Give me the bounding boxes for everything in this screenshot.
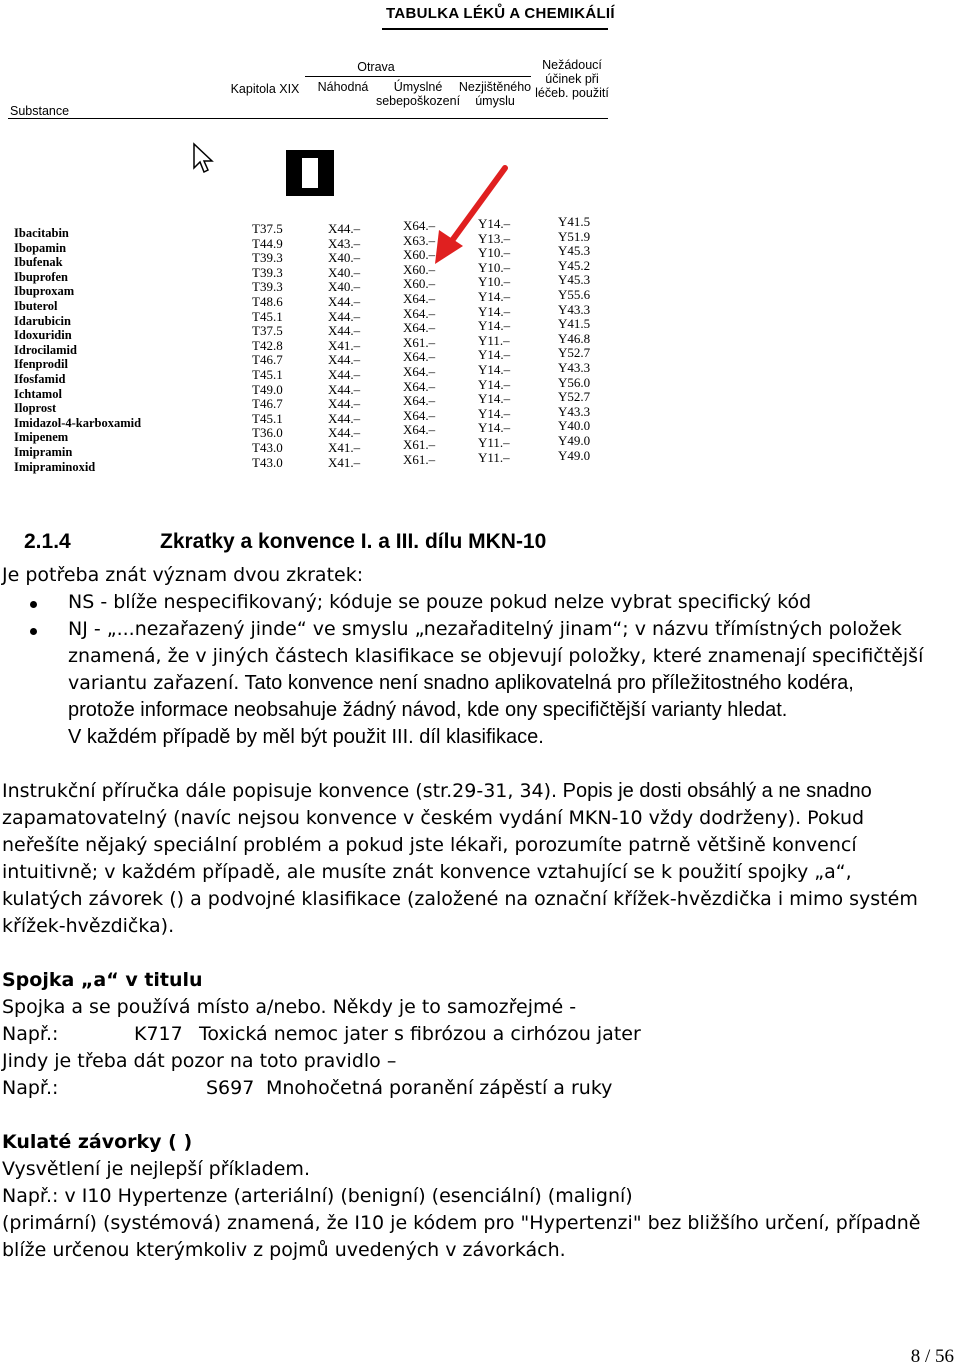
table-cell: X44.– [328, 396, 361, 412]
table-cell: X64.– [403, 290, 436, 306]
table-cell: Y43.3 [558, 301, 591, 317]
table-cell: X61.– [403, 451, 436, 467]
table-cell: Y45.3 [558, 243, 591, 259]
substance-name: Ibuterol [14, 298, 58, 313]
substance-name: Ibufenak [14, 255, 63, 270]
table-cell: X44.– [328, 221, 361, 236]
table-cell: T42.8 [252, 337, 283, 353]
example1-code: K717 [134, 1023, 183, 1045]
para-line6: křížek-hvězdička). [2, 915, 175, 937]
zavorky-line4: blíže určenou kterýmkoliv z pojmů uvedených v závorkách. [2, 1239, 566, 1261]
table-cell: Y11.– [478, 434, 510, 450]
table-cell: Y51.9 [558, 228, 591, 244]
table-cell: Y11.– [478, 332, 510, 348]
table-cell: Y14.– [478, 347, 511, 363]
table-cell: T43.0 [252, 439, 283, 455]
table-cell: X44.– [328, 308, 361, 324]
table-cell: X44.– [328, 410, 361, 426]
table-cell: T45.1 [252, 366, 283, 382]
substance-name: Ibuprofen [14, 269, 68, 284]
zavorky-line2: Např.: v I10 Hypertenze (arteriální) (benigní) (esenciální) (maligní) [2, 1185, 633, 1207]
table-cell: X61.– [403, 334, 436, 350]
table-cell: Y14.– [478, 376, 511, 392]
table-cell: Y14.– [478, 288, 511, 304]
bullet-nj-line4: protože informace neobsahuje žádný návod, kde ony specifičtější varianty hledat. [68, 699, 788, 721]
heading-spojka: Spojka „a“ v titulu [2, 969, 203, 991]
table-cell: Y14.– [478, 420, 511, 436]
substance-name: Ibuproxam [14, 284, 75, 299]
table-cell: X41.– [328, 454, 361, 470]
bullet-ns: NS - blíže nespecifikovaný; kóduje se pouze pokud nelze vybrat specifický kód [68, 591, 812, 613]
table-cell: X64.– [403, 393, 436, 409]
substance-name: Idrocilamid [14, 342, 77, 357]
table-cell: X44.– [328, 323, 361, 339]
table-cell: X64.– [403, 218, 436, 233]
table-cell: T45.1 [252, 410, 283, 426]
table-cell: X44.– [328, 425, 361, 441]
substance-column [14, 226, 141, 474]
substance-name: Imipramin [14, 444, 73, 459]
table-cell: T46.7 [252, 396, 283, 412]
section-title: Zkratky a konvence I. a III. dílu MKN-10 [160, 530, 547, 553]
para-line2: zapamatovatelný (navíc nejsou konvence v českém vydání MKN-10 vždy dodrženy). Pokud [2, 807, 865, 829]
table-cell: X44.– [328, 352, 361, 368]
example1-text: Toxická nemoc jater s fibrózou a cirhózou jater [199, 1023, 641, 1045]
table-cell: T37.5 [252, 323, 283, 339]
table-cell: X61.– [403, 436, 436, 452]
table-cell: X40.– [328, 279, 361, 295]
para-line3: neřešíte nějaký speciální problém a pokud jste lékaři, porozumíte patrně většině konvencí [2, 834, 857, 856]
table-cell: Y40.0 [558, 418, 591, 434]
table-cell: Y10.– [478, 259, 511, 275]
table-cell: T43.0 [252, 454, 283, 470]
table-cell: T46.7 [252, 352, 283, 368]
header-rule [8, 118, 608, 119]
example2-text: Mnohočetná poranění zápěstí a ruky [266, 1077, 613, 1099]
para-line5: kulatých závorek () a podvojné klasifikace (založené na označní křížek-hvězdička i mimo systém [2, 888, 918, 910]
table-cell: T39.3 [252, 264, 283, 280]
substance-name: Imipenem [14, 430, 69, 445]
substance-name: Ifenprodil [14, 357, 68, 372]
table-cell: X64.– [403, 305, 436, 321]
substance-name: Ibopamin [14, 240, 67, 255]
table-cell: Y49.0 [558, 432, 591, 448]
nezadouci-column [558, 215, 590, 463]
table-cell: X64.– [403, 407, 436, 423]
table-cell: Y49.0 [558, 447, 591, 463]
table-cell: Y14.– [478, 391, 511, 407]
bullet-nj-line2: znamená, že v jiných částech klasifikace se objevují položky, které znamenají specifičtější [68, 645, 924, 667]
red-arrow-icon [425, 160, 515, 270]
kapitola-column [252, 222, 283, 470]
table-cell: X40.– [328, 250, 361, 266]
table-cell: T49.0 [252, 381, 283, 397]
scanned-drug-table [0, 0, 960, 485]
zavorky-line3: (primární) (systémová) znamená, že I10 je kódem pro "Hypertenzi" bez bližšího určení, případně [2, 1212, 921, 1234]
table-cell: Y14.– [478, 318, 511, 334]
table-cell: X64.– [403, 422, 436, 438]
table-cell: T36.0 [252, 425, 283, 441]
table-cell: T37.5 [252, 221, 283, 236]
header-rule-otrava [305, 76, 531, 77]
header-nezjisteneho: Nezjištěného úmyslu [458, 80, 532, 108]
table-cell: Y14.– [478, 361, 511, 377]
table-cell: T39.3 [252, 250, 283, 266]
bullet-dot [30, 628, 37, 635]
mouse-cursor-icon [192, 142, 214, 176]
para-line1: Instrukční příručka dále popisuje konvence (str.29-31, 34). Popis je dosti obsáhlý a ne snadno [2, 780, 872, 802]
table-cell: X63.– [403, 232, 436, 248]
table-cell: Y41.5 [558, 214, 591, 229]
table-cell: T45.1 [252, 308, 283, 324]
table-cell: Y13.– [478, 230, 511, 246]
header-nahodna: Náhodná [317, 80, 369, 94]
table-cell: Y41.5 [558, 316, 591, 332]
header-nezadouci: Nežádoucí účinek při léčeb. použití [535, 58, 609, 100]
bullet-nj-line3: variantu zařazení. Tato konvence není snadno aplikovatelná pro příležitostného kodéra, [68, 672, 854, 694]
substance-name: Ifosfamid [14, 371, 66, 386]
table-cell: T39.3 [252, 279, 283, 295]
table-cell: Y56.0 [558, 374, 591, 390]
section-letter-block [286, 150, 334, 196]
table-cell: X44.– [328, 293, 361, 309]
spojka-line1: Spojka a se používá místo a/nebo. Někdy je to samozřejmé - [2, 996, 577, 1018]
table-cell: Y10.– [478, 245, 511, 261]
intro-text: Je potřeba znát význam dvou zkratek: [2, 564, 364, 586]
title-underline [382, 28, 608, 30]
para-line4: intuitivně; v každém případě, ale musíte znát konvence vztahující se k použití spojky „a“, [2, 861, 852, 883]
table-cell: T44.9 [252, 235, 283, 251]
substance-name: Ibacitabin [14, 226, 69, 240]
heading-zavorky: Kulaté závorky ( ) [2, 1131, 193, 1153]
bullet-nj-line5: V každém případě by měl být použit III. díl klasifikace. [68, 726, 544, 748]
table-cell: X41.– [328, 439, 361, 455]
table-cell: Y11.– [478, 449, 510, 465]
substance-name: Iloprost [14, 401, 57, 416]
substance-name: Ichtamol [14, 386, 62, 401]
table-cell: X40.– [328, 264, 361, 280]
substance-name: Imipraminoxid [14, 459, 96, 474]
table-cell: Y43.3 [558, 403, 591, 419]
table-cell: X41.– [328, 337, 361, 353]
spojka-line3: Jindy je třeba dát pozor na toto pravidlo – [2, 1050, 397, 1072]
bullet-nj-line1: NJ - „...nezařazený jinde“ ve smyslu „nezařaditelný jinam“; v názvu třímístných položek [68, 618, 902, 640]
table-cell: Y10.– [478, 274, 511, 290]
table-cell: X60.– [403, 276, 436, 292]
page-number: 8 / 56 [910, 1346, 954, 1367]
zavorky-line1: Vysvětlení je nejlepší příkladem. [2, 1158, 310, 1180]
example2-code: S697 [206, 1077, 255, 1099]
table-cell: Y52.7 [558, 345, 591, 361]
table-cell: Y14.– [478, 216, 511, 231]
table-cell: X64.– [403, 320, 436, 336]
example2-label: Např.: [2, 1077, 59, 1099]
header-otrava: Otrava [357, 60, 395, 74]
table-cell: Y55.6 [558, 286, 591, 302]
table-title: TABULKA LÉKŮ A CHEMIKÁLIÍ [386, 5, 615, 22]
header-umyslne: Úmyslné sebepoškození [375, 80, 461, 108]
nahodna-column [328, 222, 360, 470]
table-cell: X60.– [403, 247, 436, 263]
table-cell: Y45.3 [558, 272, 591, 288]
substance-name: Idarubicin [14, 313, 71, 328]
header-substance: Substance [10, 104, 70, 118]
table-cell: Y46.8 [558, 330, 591, 346]
table-cell: Y52.7 [558, 389, 591, 405]
substance-name: Imidazol-4-karboxamid [14, 415, 142, 430]
substance-name: Idoxuridin [14, 328, 72, 343]
table-cell: T48.6 [252, 293, 283, 309]
table-cell: Y45.2 [558, 257, 591, 273]
table-cell: X43.– [328, 235, 361, 251]
table-cell: X60.– [403, 261, 436, 277]
table-cell: Y14.– [478, 303, 511, 319]
table-cell: Y14.– [478, 405, 511, 421]
header-kapitola: Kapitola XIX [230, 82, 300, 96]
table-cell: Y43.3 [558, 359, 591, 375]
table-cell: X64.– [403, 378, 436, 394]
example1-label: Např.: [2, 1023, 59, 1045]
table-cell: X64.– [403, 363, 436, 379]
section-number: 2.1.4 [24, 530, 71, 553]
bullet-dot [30, 601, 37, 608]
table-cell: X44.– [328, 366, 361, 382]
table-cell: X44.– [328, 381, 361, 397]
table-cell: X64.– [403, 349, 436, 365]
